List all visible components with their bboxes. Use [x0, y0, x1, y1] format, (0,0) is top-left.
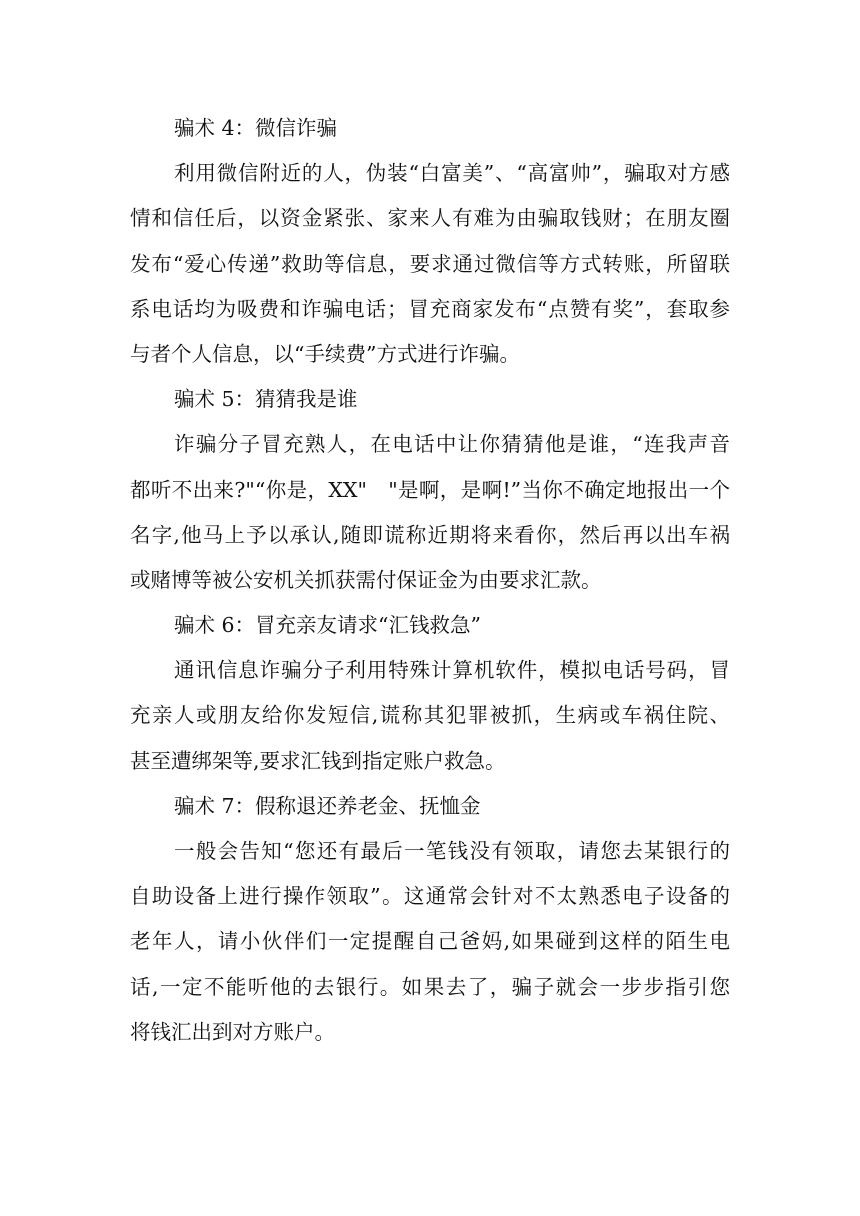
section-heading: 骗术 7：假称退还养老金、抚恤金: [174, 793, 481, 818]
paragraph-line: 诈骗分子冒充熟人，在电话中让你猜猜他是谁，“连我声音: [174, 432, 730, 457]
paragraph-line: 一般会告知“您还有最后一笔钱没有领取，请您去某银行的: [174, 839, 730, 863]
paragraph-line: 都听不出来?"“你是，XX" "是啊，是啊!”当你不确定地报出一个: [130, 477, 730, 502]
paragraph-line: 名字,他马上予以承认,随即谎称近期将来看你，然后再以出车祸: [130, 522, 730, 547]
paragraph-line: 发布“爱心传递”救助等信息，要求通过微信等方式转账，所留联: [130, 251, 730, 276]
paragraph-line: 通讯信息诈骗分子利用特殊计算机软件，模拟电话号码，冒: [174, 658, 730, 683]
section-heading: 骗术 6：冒充亲友请求“汇钱救急”: [174, 613, 482, 638]
paragraph-line: 充亲人或朋友给你发短信,谎称其犯罪被抓，生病或车祸住院、: [130, 703, 730, 728]
paragraph-line: 或赌博等被公安机关抓获需付保证金为由要求汇款。: [130, 567, 602, 592]
section-heading: 骗术 5：猜猜我是谁: [174, 387, 358, 412]
paragraph-line: 与者个人信息，以“手续费”方式进行诈骗。: [130, 341, 520, 366]
paragraph-line: 系电话均为吸费和诈骗电话；冒充商家发布“点赞有奖”，套取参: [130, 296, 730, 321]
paragraph-line: 甚至遭绑架等,要求汇钱到指定账户救急。: [130, 748, 506, 773]
paragraph-line: 利用微信附近的人，伪装“白富美”、“高富帅”，骗取对方感: [174, 161, 730, 186]
paragraph-line: 自助设备上进行操作领取”。这通常会针对不太熟悉电子设备的: [130, 884, 730, 909]
document-page: [130, 106, 730, 1055]
paragraph-line: 老年人，请小伙伴们一定提醒自己爸妈,如果碰到这样的陌生电: [130, 929, 730, 954]
paragraph-line: 话,一定不能听他的去银行。如果去了，骗子就会一步步指引您: [130, 974, 730, 999]
section-heading: 骗术 4：微信诈骗: [174, 116, 338, 140]
paragraph-line: 将钱汇出到对方账户。: [130, 1019, 335, 1044]
paragraph-line: 情和信任后，以资金紧张、家来人有难为由骗取钱财；在朋友圈: [130, 206, 730, 231]
